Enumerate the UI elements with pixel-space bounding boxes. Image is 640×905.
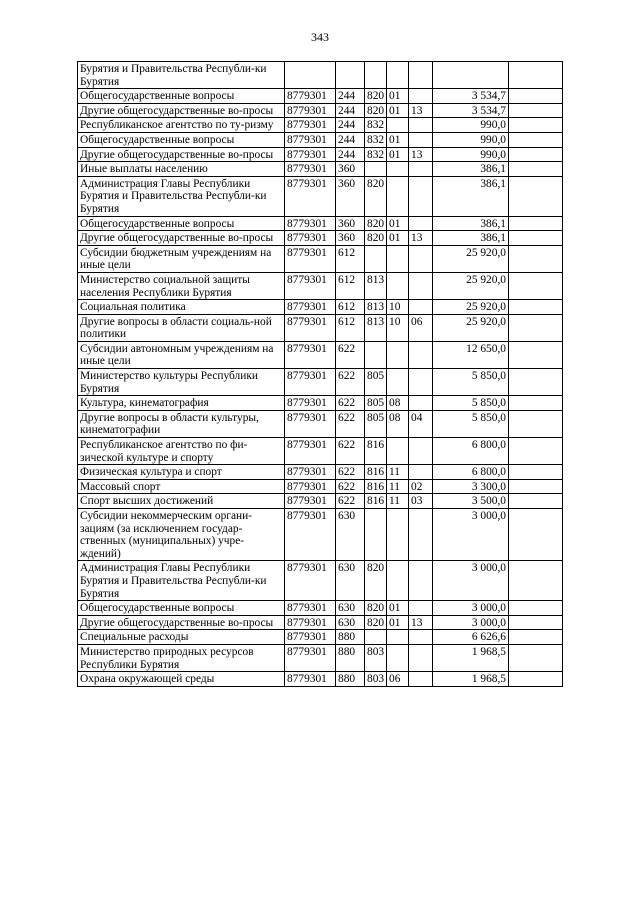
row-name: Субсидии некоммерческим органи-зациям (за исключением государ-ственных (муниципальных) учре-ждений) bbox=[78, 509, 285, 561]
row-name: Общегосударственные вопросы bbox=[78, 89, 285, 104]
row-name: Министерство культуры Республики Бурятия bbox=[78, 369, 285, 396]
row-name: Физическая культура и спорт bbox=[78, 465, 285, 480]
row-ministry-code: 813 bbox=[365, 272, 387, 299]
row-subsection: 06 bbox=[409, 314, 433, 341]
row-empty-cell bbox=[509, 479, 563, 494]
row-name: Другие общегосударственные во-просы bbox=[78, 615, 285, 630]
row-name: Субсидии автономным учреждениям на иные цели bbox=[78, 341, 285, 368]
row-section bbox=[387, 176, 409, 216]
row-name: Культура, кинематография bbox=[78, 396, 285, 411]
row-empty-cell bbox=[509, 118, 563, 133]
row-ministry-code: 805 bbox=[365, 396, 387, 411]
row-amount bbox=[433, 62, 509, 89]
row-subsection bbox=[409, 162, 433, 177]
row-ministry-code bbox=[365, 245, 387, 272]
row-expense-type: 244 bbox=[336, 118, 365, 133]
row-amount: 25 920,0 bbox=[433, 314, 509, 341]
row-amount: 990,0 bbox=[433, 132, 509, 147]
row-empty-cell bbox=[509, 644, 563, 671]
row-ministry-code bbox=[365, 341, 387, 368]
row-name: Другие вопросы в области культуры, кинематографии bbox=[78, 410, 285, 437]
table-row bbox=[78, 615, 563, 630]
row-amount: 386,1 bbox=[433, 176, 509, 216]
row-amount: 3 300,0 bbox=[433, 479, 509, 494]
row-expense-type: 622 bbox=[336, 369, 365, 396]
row-ministry-code: 820 bbox=[365, 176, 387, 216]
row-expense-type: 244 bbox=[336, 89, 365, 104]
row-section bbox=[387, 272, 409, 299]
row-section: 01 bbox=[387, 601, 409, 616]
row-target-code: 8779301 bbox=[285, 369, 336, 396]
row-ministry-code: 820 bbox=[365, 216, 387, 231]
row-target-code: 8779301 bbox=[285, 672, 336, 687]
row-ministry-code bbox=[365, 162, 387, 177]
row-expense-type: 622 bbox=[336, 465, 365, 480]
row-target-code: 8779301 bbox=[285, 103, 336, 118]
row-empty-cell bbox=[509, 410, 563, 437]
row-empty-cell bbox=[509, 509, 563, 561]
row-section: 11 bbox=[387, 494, 409, 509]
row-section bbox=[387, 118, 409, 133]
row-empty-cell bbox=[509, 601, 563, 616]
row-section bbox=[387, 341, 409, 368]
row-target-code: 8779301 bbox=[285, 509, 336, 561]
row-target-code: 8779301 bbox=[285, 561, 336, 601]
row-subsection bbox=[409, 672, 433, 687]
row-expense-type: 244 bbox=[336, 103, 365, 118]
row-section: 01 bbox=[387, 89, 409, 104]
row-ministry-code: 820 bbox=[365, 615, 387, 630]
row-amount: 25 920,0 bbox=[433, 245, 509, 272]
row-subsection bbox=[409, 245, 433, 272]
table-row bbox=[78, 176, 563, 216]
table-row bbox=[78, 103, 563, 118]
table-row bbox=[78, 341, 563, 368]
row-empty-cell bbox=[509, 300, 563, 315]
row-amount: 386,1 bbox=[433, 216, 509, 231]
row-amount: 386,1 bbox=[433, 162, 509, 177]
row-amount: 990,0 bbox=[433, 147, 509, 162]
table-row bbox=[78, 465, 563, 480]
row-target-code: 8779301 bbox=[285, 231, 336, 246]
table-row bbox=[78, 410, 563, 437]
row-name: Охрана окружающей среды bbox=[78, 672, 285, 687]
row-empty-cell bbox=[509, 162, 563, 177]
row-empty-cell bbox=[509, 103, 563, 118]
row-empty-cell bbox=[509, 494, 563, 509]
row-amount: 25 920,0 bbox=[433, 272, 509, 299]
row-name: Массовый спорт bbox=[78, 479, 285, 494]
table-row bbox=[78, 479, 563, 494]
table-row bbox=[78, 118, 563, 133]
row-ministry-code: 820 bbox=[365, 89, 387, 104]
row-ministry-code bbox=[365, 630, 387, 645]
row-section: 06 bbox=[387, 672, 409, 687]
row-amount: 3 000,0 bbox=[433, 601, 509, 616]
row-target-code: 8779301 bbox=[285, 494, 336, 509]
table-row bbox=[78, 162, 563, 177]
row-name: Общегосударственные вопросы bbox=[78, 601, 285, 616]
table-row bbox=[78, 630, 563, 645]
row-ministry-code: 805 bbox=[365, 410, 387, 437]
row-ministry-code: 813 bbox=[365, 314, 387, 341]
row-expense-type: 630 bbox=[336, 561, 365, 601]
row-target-code: 8779301 bbox=[285, 630, 336, 645]
table-row bbox=[78, 245, 563, 272]
row-subsection bbox=[409, 272, 433, 299]
row-target-code: 8779301 bbox=[285, 601, 336, 616]
table-row bbox=[78, 509, 563, 561]
page-number: 343 bbox=[311, 30, 329, 44]
table-row bbox=[78, 300, 563, 315]
row-subsection bbox=[409, 561, 433, 601]
row-target-code: 8779301 bbox=[285, 396, 336, 411]
row-subsection bbox=[409, 300, 433, 315]
row-name: Министерство социальной защиты населения Республики Бурятия bbox=[78, 272, 285, 299]
row-target-code: 8779301 bbox=[285, 245, 336, 272]
row-expense-type: 360 bbox=[336, 231, 365, 246]
row-ministry-code: 820 bbox=[365, 561, 387, 601]
row-ministry-code: 820 bbox=[365, 103, 387, 118]
row-section bbox=[387, 561, 409, 601]
row-amount: 12 650,0 bbox=[433, 341, 509, 368]
row-amount: 25 920,0 bbox=[433, 300, 509, 315]
row-ministry-code: 803 bbox=[365, 672, 387, 687]
row-expense-type: 612 bbox=[336, 300, 365, 315]
row-name: Спорт высших достижений bbox=[78, 494, 285, 509]
row-ministry-code: 816 bbox=[365, 479, 387, 494]
row-empty-cell bbox=[509, 341, 563, 368]
row-section: 08 bbox=[387, 396, 409, 411]
table-row bbox=[78, 672, 563, 687]
row-section bbox=[387, 369, 409, 396]
row-ministry-code: 820 bbox=[365, 231, 387, 246]
row-expense-type bbox=[336, 62, 365, 89]
row-empty-cell bbox=[509, 132, 563, 147]
row-target-code: 8779301 bbox=[285, 438, 336, 465]
row-expense-type: 360 bbox=[336, 216, 365, 231]
row-name: Общегосударственные вопросы bbox=[78, 216, 285, 231]
row-section bbox=[387, 438, 409, 465]
row-subsection bbox=[409, 341, 433, 368]
row-name: Общегосударственные вопросы bbox=[78, 132, 285, 147]
row-expense-type: 622 bbox=[336, 396, 365, 411]
row-name: Администрация Главы Республики Бурятия и Правительства Республи-ки Бурятия bbox=[78, 561, 285, 601]
row-target-code: 8779301 bbox=[285, 118, 336, 133]
row-empty-cell bbox=[509, 672, 563, 687]
row-subsection: 03 bbox=[409, 494, 433, 509]
row-name: Республиканское агентство по ту-ризму bbox=[78, 118, 285, 133]
row-expense-type: 880 bbox=[336, 630, 365, 645]
table-row bbox=[78, 601, 563, 616]
row-expense-type: 622 bbox=[336, 341, 365, 368]
row-section: 01 bbox=[387, 615, 409, 630]
row-empty-cell bbox=[509, 438, 563, 465]
row-section: 01 bbox=[387, 132, 409, 147]
row-ministry-code: 832 bbox=[365, 118, 387, 133]
row-subsection bbox=[409, 369, 433, 396]
table-row bbox=[78, 62, 563, 89]
row-name: Социальная политика bbox=[78, 300, 285, 315]
row-ministry-code: 832 bbox=[365, 147, 387, 162]
row-target-code: 8779301 bbox=[285, 176, 336, 216]
row-subsection bbox=[409, 396, 433, 411]
table-row bbox=[78, 132, 563, 147]
row-ministry-code: 816 bbox=[365, 438, 387, 465]
row-name: Иные выплаты населению bbox=[78, 162, 285, 177]
row-empty-cell bbox=[509, 314, 563, 341]
row-ministry-code bbox=[365, 62, 387, 89]
row-amount: 3 000,0 bbox=[433, 509, 509, 561]
row-target-code: 8779301 bbox=[285, 162, 336, 177]
row-expense-type: 880 bbox=[336, 644, 365, 671]
row-ministry-code bbox=[365, 509, 387, 561]
row-amount: 5 850,0 bbox=[433, 410, 509, 437]
row-expense-type: 630 bbox=[336, 601, 365, 616]
row-empty-cell bbox=[509, 216, 563, 231]
row-empty-cell bbox=[509, 231, 563, 246]
row-target-code: 8779301 bbox=[285, 615, 336, 630]
row-section bbox=[387, 644, 409, 671]
row-expense-type: 360 bbox=[336, 176, 365, 216]
row-empty-cell bbox=[509, 615, 563, 630]
row-section: 11 bbox=[387, 465, 409, 480]
row-subsection bbox=[409, 118, 433, 133]
row-empty-cell bbox=[509, 147, 563, 162]
row-ministry-code: 816 bbox=[365, 465, 387, 480]
row-empty-cell bbox=[509, 89, 563, 104]
row-amount: 5 850,0 bbox=[433, 369, 509, 396]
row-subsection bbox=[409, 62, 433, 89]
row-section: 01 bbox=[387, 103, 409, 118]
row-section: 10 bbox=[387, 314, 409, 341]
table-row bbox=[78, 314, 563, 341]
row-name: Министерство природных ресурсов Республики Бурятия bbox=[78, 644, 285, 671]
row-empty-cell bbox=[509, 465, 563, 480]
table-row bbox=[78, 216, 563, 231]
row-subsection bbox=[409, 644, 433, 671]
row-empty-cell bbox=[509, 272, 563, 299]
row-target-code: 8779301 bbox=[285, 341, 336, 368]
row-section: 01 bbox=[387, 147, 409, 162]
row-target-code: 8779301 bbox=[285, 147, 336, 162]
row-subsection bbox=[409, 465, 433, 480]
row-section: 01 bbox=[387, 216, 409, 231]
table-row bbox=[78, 147, 563, 162]
row-subsection: 13 bbox=[409, 615, 433, 630]
row-target-code: 8779301 bbox=[285, 216, 336, 231]
table-row bbox=[78, 494, 563, 509]
row-section: 10 bbox=[387, 300, 409, 315]
row-amount: 3 000,0 bbox=[433, 561, 509, 601]
row-expense-type: 630 bbox=[336, 615, 365, 630]
row-subsection bbox=[409, 176, 433, 216]
row-section: 01 bbox=[387, 231, 409, 246]
row-amount: 3 500,0 bbox=[433, 494, 509, 509]
row-expense-type: 880 bbox=[336, 672, 365, 687]
row-section: 08 bbox=[387, 410, 409, 437]
row-name: Специальные расходы bbox=[78, 630, 285, 645]
row-subsection bbox=[409, 132, 433, 147]
row-name: Бурятия и Правительства Республи-ки Бурятия bbox=[78, 62, 285, 89]
row-amount: 3 534,7 bbox=[433, 89, 509, 104]
row-subsection bbox=[409, 438, 433, 465]
row-subsection: 04 bbox=[409, 410, 433, 437]
row-name: Администрация Главы Республики Бурятия и Правительства Республи-ки Бурятия bbox=[78, 176, 285, 216]
row-amount: 990,0 bbox=[433, 118, 509, 133]
row-ministry-code: 805 bbox=[365, 369, 387, 396]
row-amount: 6 800,0 bbox=[433, 465, 509, 480]
row-name: Другие общегосударственные во-просы bbox=[78, 103, 285, 118]
row-target-code: 8779301 bbox=[285, 132, 336, 147]
row-name: Другие общегосударственные во-просы bbox=[78, 147, 285, 162]
table-row bbox=[78, 272, 563, 299]
row-amount: 5 850,0 bbox=[433, 396, 509, 411]
row-empty-cell bbox=[509, 561, 563, 601]
row-name: Другие вопросы в области социаль-ной политики bbox=[78, 314, 285, 341]
row-subsection: 13 bbox=[409, 147, 433, 162]
row-empty-cell bbox=[509, 176, 563, 216]
row-name: Субсидии бюджетным учреждениям на иные цели bbox=[78, 245, 285, 272]
budget-table bbox=[77, 61, 563, 687]
table-row bbox=[78, 644, 563, 671]
row-section: 11 bbox=[387, 479, 409, 494]
table-row bbox=[78, 231, 563, 246]
row-target-code: 8779301 bbox=[285, 314, 336, 341]
row-target-code: 8779301 bbox=[285, 465, 336, 480]
row-amount: 1 968,5 bbox=[433, 672, 509, 687]
row-expense-type: 630 bbox=[336, 509, 365, 561]
row-target-code bbox=[285, 62, 336, 89]
row-target-code: 8779301 bbox=[285, 644, 336, 671]
row-empty-cell bbox=[509, 62, 563, 89]
row-subsection: 13 bbox=[409, 231, 433, 246]
row-target-code: 8779301 bbox=[285, 410, 336, 437]
row-expense-type: 622 bbox=[336, 438, 365, 465]
table-row bbox=[78, 438, 563, 465]
row-empty-cell bbox=[509, 396, 563, 411]
row-amount: 386,1 bbox=[433, 231, 509, 246]
row-ministry-code: 832 bbox=[365, 132, 387, 147]
row-expense-type: 244 bbox=[336, 132, 365, 147]
row-subsection: 13 bbox=[409, 103, 433, 118]
row-target-code: 8779301 bbox=[285, 300, 336, 315]
row-expense-type: 612 bbox=[336, 245, 365, 272]
row-expense-type: 360 bbox=[336, 162, 365, 177]
row-section bbox=[387, 162, 409, 177]
row-target-code: 8779301 bbox=[285, 272, 336, 299]
row-empty-cell bbox=[509, 245, 563, 272]
table-row bbox=[78, 369, 563, 396]
table-body bbox=[78, 62, 563, 687]
row-subsection bbox=[409, 601, 433, 616]
row-expense-type: 612 bbox=[336, 272, 365, 299]
row-amount: 6 800,0 bbox=[433, 438, 509, 465]
row-subsection bbox=[409, 216, 433, 231]
row-name: Другие общегосударственные во-просы bbox=[78, 231, 285, 246]
row-name: Республиканское агентство по фи-зической культуре и спорту bbox=[78, 438, 285, 465]
table-row bbox=[78, 89, 563, 104]
row-amount: 3 000,0 bbox=[433, 615, 509, 630]
row-amount: 1 968,5 bbox=[433, 644, 509, 671]
row-expense-type: 622 bbox=[336, 479, 365, 494]
row-ministry-code: 820 bbox=[365, 601, 387, 616]
row-empty-cell bbox=[509, 369, 563, 396]
row-subsection bbox=[409, 630, 433, 645]
row-section bbox=[387, 630, 409, 645]
row-subsection: 02 bbox=[409, 479, 433, 494]
row-expense-type: 244 bbox=[336, 147, 365, 162]
row-section bbox=[387, 245, 409, 272]
row-empty-cell bbox=[509, 630, 563, 645]
row-target-code: 8779301 bbox=[285, 89, 336, 104]
row-subsection bbox=[409, 89, 433, 104]
row-target-code: 8779301 bbox=[285, 479, 336, 494]
row-ministry-code: 813 bbox=[365, 300, 387, 315]
row-section bbox=[387, 509, 409, 561]
row-ministry-code: 816 bbox=[365, 494, 387, 509]
row-ministry-code: 803 bbox=[365, 644, 387, 671]
table-row bbox=[78, 396, 563, 411]
table-row bbox=[78, 561, 563, 601]
row-amount: 6 626,6 bbox=[433, 630, 509, 645]
row-expense-type: 622 bbox=[336, 410, 365, 437]
row-expense-type: 612 bbox=[336, 314, 365, 341]
row-section bbox=[387, 62, 409, 89]
row-subsection bbox=[409, 509, 433, 561]
row-expense-type: 622 bbox=[336, 494, 365, 509]
row-amount: 3 534,7 bbox=[433, 103, 509, 118]
